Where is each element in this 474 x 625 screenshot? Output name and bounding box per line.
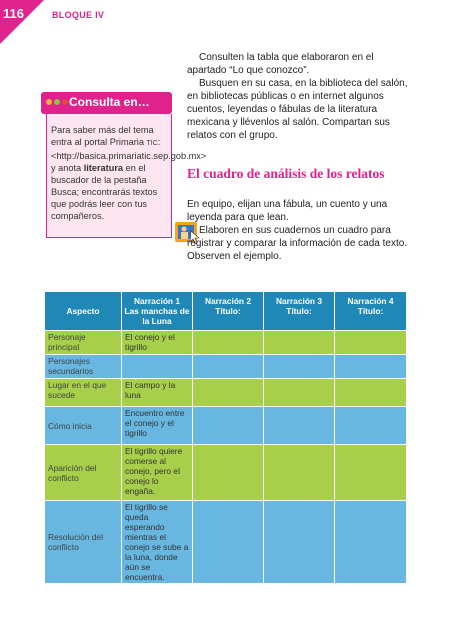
aspect-cell: Aparición del conflicto <box>45 445 122 501</box>
consulta-title: Consulta en… <box>69 95 150 109</box>
intro-paragraph-2: Busquen en su casa, en la biblioteca del salón, en bibliotecas públicas o en internet algunos cuentos, leyendas o fábulas de la literatura mexicana y llévenlos al salón. Compartan sus relatos con el grupo. <box>187 78 408 141</box>
narration-2-cell <box>193 501 264 584</box>
narration-3-cell <box>264 355 335 379</box>
narration-3-cell <box>264 331 335 355</box>
aspect-cell: Personajes secundarios <box>45 355 122 379</box>
narration-2-cell <box>193 355 264 379</box>
consulta-keyword: literatura <box>83 163 124 173</box>
analysis-table <box>44 291 407 584</box>
section-label: BLOQUE IV <box>52 10 105 20</box>
intro-text <box>187 51 409 142</box>
table-row <box>45 379 407 407</box>
header-narracion-2: Narración 2 Título: <box>193 292 264 331</box>
section-paragraph-1: En equipo, elijan una fábula, un cuento y una leyenda para que lean. <box>187 199 388 223</box>
narration-4-cell <box>335 407 407 445</box>
narration-1-cell: El campo y la luna <box>122 379 193 407</box>
section-title: El cuadro de análisis de los relatos <box>187 166 385 181</box>
narration-1-cell: El conejo y el tigrillo <box>122 331 193 355</box>
section-body <box>187 198 409 263</box>
narration-1-cell: El tigrillo se queda esperando mientras el conejo se sube a la luna, donde aún se encuentra. <box>122 501 193 584</box>
narration-4-cell <box>335 331 407 355</box>
narration-4-cell <box>335 501 407 584</box>
aspect-cell: Resolución del conflicto <box>45 501 122 584</box>
consulta-text-c: en el buscador de la pestaña Busca; encontrarás textos que podrás leer con tus compañeros. <box>51 163 158 221</box>
consulta-dots-icon <box>46 99 68 105</box>
intro-paragraph-1: Consulten la tabla que elaboraron en el apartado “Lo que conozco”. <box>187 52 374 76</box>
narration-3-cell <box>264 407 335 445</box>
narration-1-cell: El tigrillo quiere comerse al conejo, pero el conejo lo engaña. <box>122 445 193 501</box>
green-dot-icon <box>54 99 60 105</box>
aspect-cell: Personaje principal <box>45 331 122 355</box>
table-row <box>45 407 407 445</box>
narration-4-cell <box>335 355 407 379</box>
header-narracion-4: Narración 4 Título: <box>335 292 407 331</box>
narration-2-cell <box>193 331 264 355</box>
table-row <box>45 445 407 501</box>
tic-label: TIC <box>146 140 158 147</box>
narration-3-cell <box>264 501 335 584</box>
section-paragraph-2: Elaboren en sus cuadernos un cuadro para registrar y comparar la información de cada texto. Observen el ejemplo. <box>187 225 408 262</box>
table-row <box>45 355 407 379</box>
consulta-box <box>46 114 207 238</box>
table-row <box>45 501 407 584</box>
red-dot-icon <box>62 99 68 105</box>
header-narracion-1: Narración 1 Las manchas de la Luna <box>122 292 193 331</box>
aspect-cell: Cómo inicia <box>45 407 122 445</box>
aspect-cell: Lugar en el que sucede <box>45 379 122 407</box>
narration-1-cell <box>122 355 193 379</box>
consulta-header <box>41 92 172 114</box>
consulta-text-b[interactable]: : <http://basica.primariatic.sep.gob.mx> y anota <box>51 137 207 173</box>
orange-dot-icon <box>46 99 52 105</box>
narration-1-cell: Encuentro entre el conejo y el tigrillo <box>122 407 193 445</box>
consulta-text-a: Para saber más del tema entra al portal Primaria <box>51 125 154 147</box>
narration-2-cell <box>193 445 264 501</box>
narration-2-cell <box>193 407 264 445</box>
header-narracion-3: Narración 3 Título: <box>264 292 335 331</box>
table-header-row <box>45 292 407 331</box>
narration-2-cell <box>193 379 264 407</box>
header-aspect: Aspecto <box>45 292 122 331</box>
narration-4-cell <box>335 445 407 501</box>
narration-4-cell <box>335 379 407 407</box>
table-row <box>45 331 407 355</box>
page-number: 116 <box>3 6 24 21</box>
narration-3-cell <box>264 445 335 501</box>
narration-3-cell <box>264 379 335 407</box>
